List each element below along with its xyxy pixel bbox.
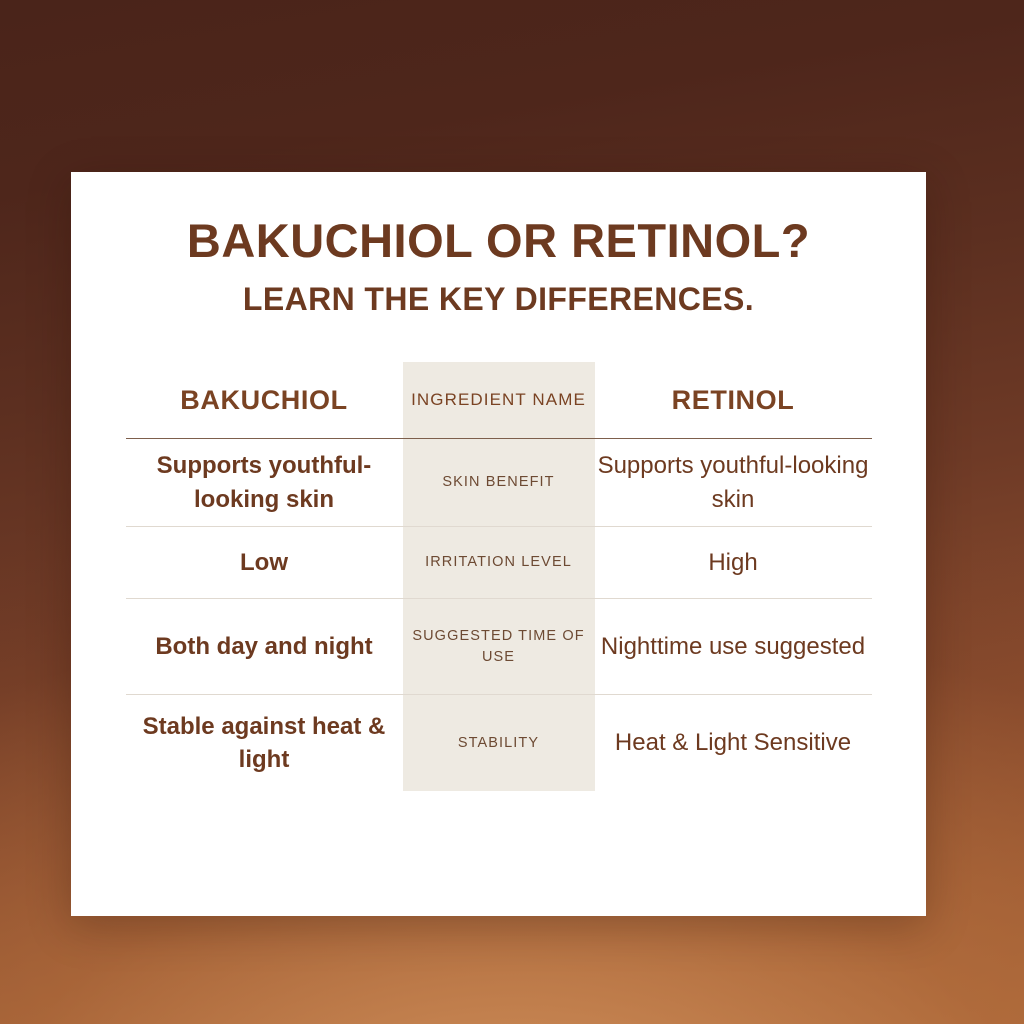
column-header-bakuchiol: BAKUCHIOL <box>180 384 348 415</box>
comparison-table <box>126 362 872 791</box>
cell-attribute-skin-benefit: SKIN BENEFIT <box>403 439 595 527</box>
cell-retinol-skin-benefit: Supports youthful-looking skin <box>595 439 872 527</box>
cell-attribute-time-of-use: SUGGESTED TIME OF USE <box>403 599 595 695</box>
table-row <box>126 439 872 527</box>
table-header-row <box>126 362 872 438</box>
cell-bakuchiol-irritation-level: Low <box>126 527 403 599</box>
cell-bakuchiol-stability: Stable against heat & light <box>142 712 386 774</box>
cell-retinol-time-of-use: Nighttime use suggested <box>595 599 872 695</box>
page-subtitle: LEARN THE KEY DIFFERENCES. <box>242 281 755 318</box>
cell-bakuchiol-skin-benefit: Supports youthful-looking skin <box>126 439 403 527</box>
page-title: BAKUCHIOL OR RETINOL? <box>186 214 811 267</box>
cell-retinol-irritation-level: High <box>595 527 872 599</box>
table-row <box>126 527 872 599</box>
table-row <box>126 695 872 791</box>
cell-attribute-irritation-level: IRRITATION LEVEL <box>403 527 595 599</box>
cell-retinol-stability: Heat & Light Sensitive <box>614 729 852 757</box>
cell-attribute-stability: STABILITY <box>403 695 595 791</box>
card-heading-block <box>71 172 926 318</box>
table-row <box>126 599 872 695</box>
column-header-retinol: RETINOL <box>671 384 795 415</box>
cell-bakuchiol-time-of-use: Both day and night <box>126 599 403 695</box>
column-header-ingredient-name: INGREDIENT NAME <box>403 362 595 438</box>
comparison-card <box>71 172 926 916</box>
